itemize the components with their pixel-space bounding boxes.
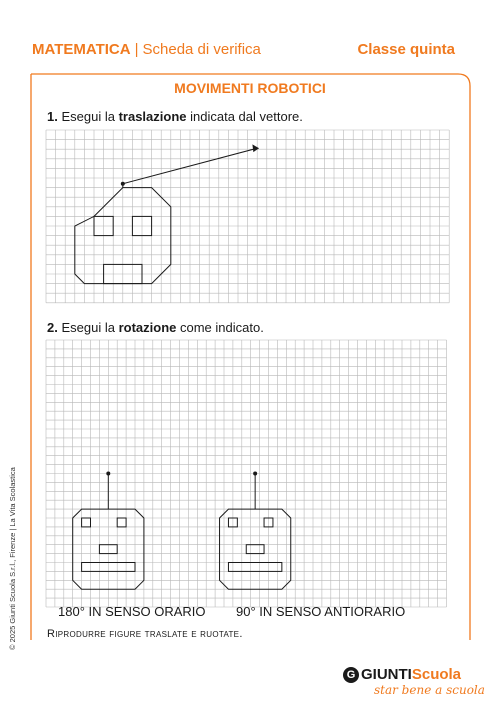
header-separator: | — [134, 41, 139, 58]
grade-label: Classe quinta — [357, 41, 455, 58]
caption-rotation-left: 180° IN SENSO ORARIO — [58, 604, 206, 619]
exercise-1-pre: Esegui la — [61, 109, 115, 124]
exercise-2-prompt — [47, 320, 264, 335]
exercise-1-prompt — [47, 109, 303, 124]
publisher-logo — [343, 666, 461, 683]
exercise-2-post: come indicato. — [180, 320, 264, 335]
robot-2-right-head — [220, 509, 291, 589]
robot-2-left-eye-left — [82, 518, 91, 527]
exercise-1-keyword: traslazione — [118, 109, 187, 124]
logo-suffix: Scuola — [411, 666, 462, 683]
page-title: MOVIMENTI ROBOTICI — [174, 80, 326, 96]
logo-tagline: star bene a scuola — [374, 683, 485, 697]
vector-arrowhead-icon — [252, 144, 259, 152]
logo-g-icon: G — [343, 667, 359, 683]
header-subject — [32, 41, 261, 58]
robot-2-right-mouth — [228, 563, 281, 572]
logo-brand: GIUNTI — [361, 666, 412, 683]
robot-2-left-antenna-tip — [106, 472, 110, 476]
robot-2-left-eye-right — [117, 518, 126, 527]
sheet-label: Scheda di verifica — [142, 41, 261, 58]
exercise-2-pre: Esegui la — [61, 320, 115, 335]
footer-objective: Riprodurre figure traslate e ruotate. — [47, 628, 243, 640]
exercise-1-number: 1. — [47, 109, 58, 124]
exercise-1-post: indicata dal vettore. — [190, 109, 303, 124]
copyright-notice: © 2025 Giunti Scuola S.r.l., Firenze | La Vita Scolastica — [8, 467, 17, 650]
subject-label: MATEMATICA — [32, 41, 131, 58]
exercise-2-keyword: rotazione — [118, 320, 177, 335]
robot-2-right-antenna-tip — [253, 472, 257, 476]
exercise-2-number: 2. — [47, 320, 58, 335]
robot-2-right-nose — [246, 545, 264, 554]
grid-rotation — [46, 340, 447, 607]
caption-rotation-right: 90° IN SENSO ANTIORARIO — [236, 604, 406, 619]
